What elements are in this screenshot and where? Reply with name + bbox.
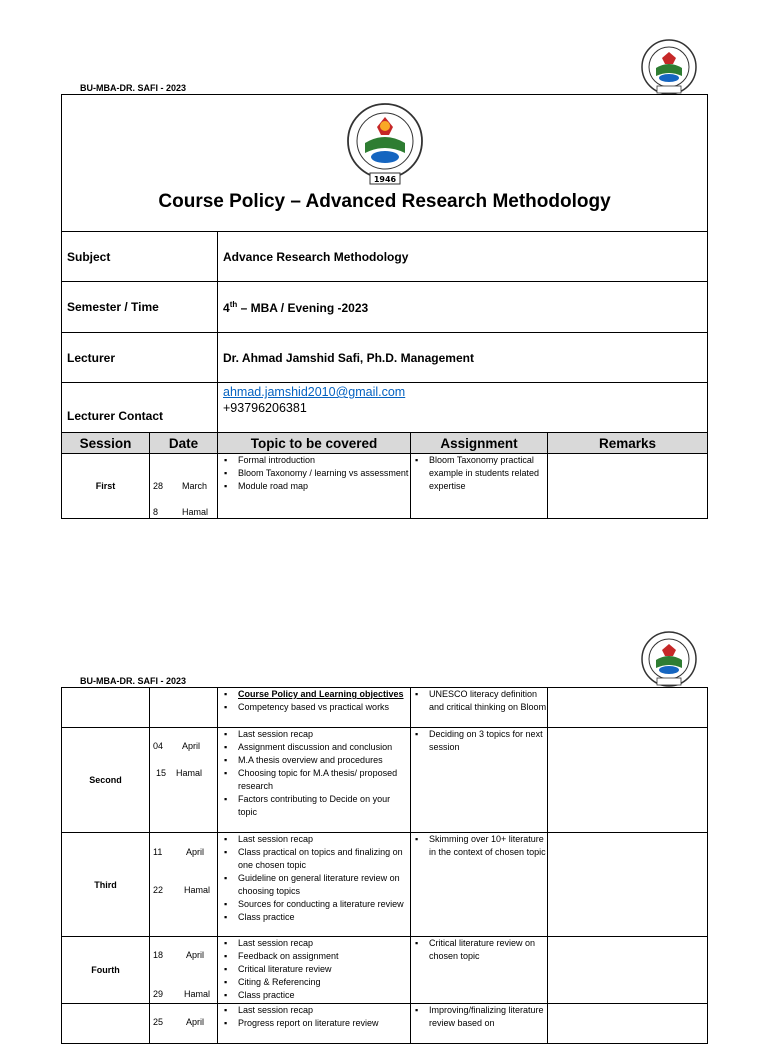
col-assignment: Assignment [411,433,548,454]
topic-item: ▪ Citing & Referencing [238,976,410,989]
session-assignment [411,688,548,728]
session-row-second [62,728,708,833]
session-topics [218,454,411,519]
topic-item-bold: Course Policy and Learning objectives [238,689,404,699]
date-day: 8 [153,507,159,517]
session-date [150,688,218,728]
session-assignment [411,937,548,1004]
topic-item: ▪ Competency based vs practical works [238,701,410,714]
course-schedule-table [61,687,708,1044]
session-assignment [411,454,548,519]
topic-item: ▪ Critical literature review [238,963,410,976]
session-remarks [548,728,708,833]
university-logo-small [640,630,698,688]
session-topics [218,688,411,728]
semester-value [218,282,708,333]
svg-text:1946: 1946 [373,175,396,184]
contact-label: Lecturer Contact [62,383,218,433]
col-session: Session [62,433,150,454]
course-policy-table [61,94,708,519]
session-assignment [411,728,548,833]
topic-item: ▪ Formal introduction [238,454,410,467]
page-title: Course Policy – Advanced Research Methodology [158,191,611,212]
session-row-first-cont [62,688,708,728]
contact-phone: +93796206381 [223,401,307,415]
topic-item: ▪ Last session recap [238,937,410,950]
lecturer-value: Dr. Ahmad Jamshid Safi, Ph.D. Management [218,333,708,383]
topic-item: ▪ Class practical on topics and finalizing on one chosen topic [238,846,410,872]
contact-email-link[interactable]: ahmad.jamshid2010@gmail.com [223,385,406,399]
topic-item: ▪ Last session recap [238,728,410,741]
topic-item: ▪ Guideline on general literature review on choosing topics [238,872,410,898]
date-month: April [186,847,205,857]
date-day: 15 [156,768,167,778]
session-date [150,728,218,833]
session-topics [218,833,411,937]
topic-item: ▪ Class practice [238,989,410,1002]
assignment-item: ▪ Improving/finalizing literature review based on [429,1004,547,1030]
session-name: Third [62,833,150,937]
semester-label: Semester / Time [62,282,218,333]
assignment-item: ▪ Deciding on 3 topics for next session [429,728,547,754]
session-name: Second [62,728,150,833]
date-day: 22 [153,885,164,895]
date-day: 25 [153,1017,164,1027]
date-month: April [186,1017,205,1027]
page-header-code: BU-MBA-DR. SAFI - 2023 [80,676,187,686]
topic-item: ▪ Last session recap [238,1004,410,1017]
date-month: March [182,481,208,491]
session-assignment [411,833,548,937]
university-logo-small [640,38,698,96]
page-header-code: BU-MBA-DR. SAFI - 2023 [80,83,187,93]
date-day: 04 [153,741,164,751]
session-remarks [548,688,708,728]
topic-item: ▪ Class practice [238,911,410,924]
session-date [150,833,218,937]
session-row-fourth [62,937,708,1004]
date-day: 29 [153,989,164,999]
topic-item: ▪ Factors contributing to Decide on your topic [238,793,410,819]
topic-item: ▪ Assignment discussion and conclusion [238,741,410,754]
date-month: Hamal [176,768,203,778]
lecturer-label: Lecturer [62,333,218,383]
university-logo-large [343,101,427,192]
subject-value: Advance Research Methodology [218,232,708,282]
session-topics [218,728,411,833]
semester-rest: – MBA / Evening -2023 [237,300,369,315]
date-day: 28 [153,481,164,491]
col-topic: Topic to be covered [218,433,411,454]
session-date [150,937,218,1004]
topic-item: ▪ Last session recap [238,833,410,846]
col-remarks: Remarks [548,433,708,454]
semester-suffix: th [229,299,238,309]
university-seal-icon [640,38,698,96]
topic-item: ▪ Module road map [238,480,410,493]
subject-label: Subject [62,232,218,282]
university-seal-icon [343,101,427,187]
topic-item: ▪ Bloom Taxonomy / learning vs assessment [238,467,410,480]
session-name: Fourth [62,937,150,1004]
university-seal-icon [640,630,698,688]
assignment-item: ▪ Skimming over 10+ literature in the context of chosen topic [429,833,547,859]
assignment-item: ▪ Bloom Taxonomy practical example in students related expertise [429,454,547,493]
col-date: Date [150,433,218,454]
session-remarks [548,833,708,937]
date-day: 18 [153,950,164,960]
topic-item: ▪ Feedback on assignment [238,950,410,963]
session-name: First [62,454,150,519]
contact-value [218,383,708,433]
topic-item [238,688,410,701]
session-topics [218,937,411,1004]
title-cell [62,95,708,232]
session-remarks [548,937,708,1004]
topic-item: ▪ M.A thesis overview and procedures [238,754,410,767]
topic-item: ▪ Progress report on literature review [238,1017,410,1030]
assignment-item: ▪ Critical literature review on chosen topic [429,937,547,963]
date-month: Hamal [182,507,209,517]
date-month: Hamal [184,989,211,999]
session-name [62,688,150,728]
session-row-third [62,833,708,937]
date-month: April [186,950,205,960]
session-date [150,454,218,519]
date-day: 11 [153,847,163,857]
session-row-first [62,454,708,519]
date-month: April [182,741,201,751]
semester-number: 4 [223,300,230,315]
topic-item: ▪ Sources for conducting a literature review [238,898,410,911]
topic-item: ▪ Choosing topic for M.A thesis/ proposed research [238,767,410,793]
session-remarks [548,454,708,519]
date-month: Hamal [184,885,211,895]
assignment-item: ▪ UNESCO literacy definition and critical thinking on Bloom [429,688,547,714]
